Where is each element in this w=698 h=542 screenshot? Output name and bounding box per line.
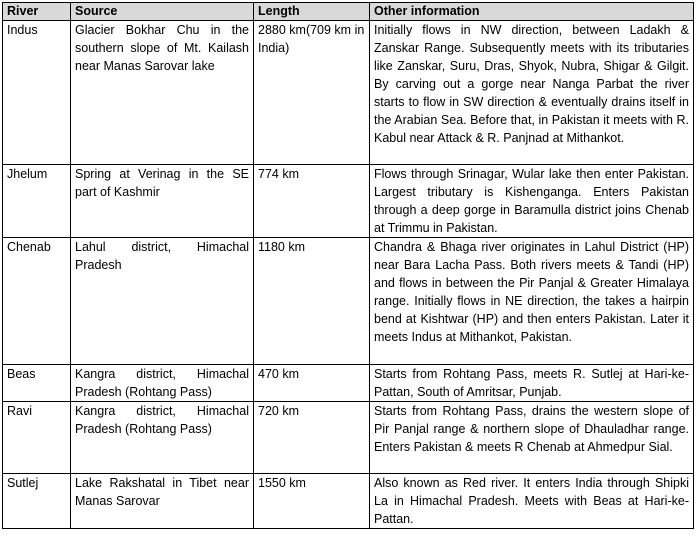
header-river: River (3, 3, 71, 21)
table-row (3, 402, 694, 474)
river-source: Glacier Bokhar Chu in the southern slope of Mt. Kailash near Manas Sarovar lake (71, 21, 254, 165)
river-length: 2880 km(709 km in India) (254, 21, 370, 165)
header-source: Source (71, 3, 254, 21)
river-info: Starts from Rohtang Pass, meets R. Sutlej at Hari-ke-Pattan, South of Amritsar, Punjab. (370, 365, 694, 402)
river-name: Indus (3, 21, 71, 165)
table-row (3, 165, 694, 238)
river-info: Chandra & Bhaga river originates in Lahul District (HP) near Bara Lacha Pass. Both rivers meets & Tandi (HP) and flows in between the Pir Panjal & Greater Himalaya range. Initially flows in NE direction, the takes a hairpin bend at Kishtwar (HP) and then enters Pakistan. Later it meets Indus at Mithankot, Pakistan. (370, 238, 694, 365)
river-name: Chenab (3, 238, 71, 365)
river-length: 720 km (254, 402, 370, 474)
river-source: Kangra district, Himachal Pradesh (Rohtang Pass) (71, 402, 254, 474)
table-row (3, 21, 694, 165)
table-row (3, 474, 694, 529)
header-length: Length (254, 3, 370, 21)
river-length: 774 km (254, 165, 370, 238)
rivers-table (2, 2, 694, 529)
river-length: 470 km (254, 365, 370, 402)
river-length: 1180 km (254, 238, 370, 365)
table-row (3, 238, 694, 365)
river-info: Initially flows in NW direction, between Ladakh & Zanskar Range. Subsequently meets with its tributaries like Zanskar, Suru, Dras, Shyok, Nubra, Shigar & Gilgit. By carving out a gorge near Nanga Parbat the river starts to flow in SW direction & eventually drains itself in the Arabian Sea. Before that, in Pakistan it meets with R. Kabul near Attack & R. Panjnad at Mithankot. (370, 21, 694, 165)
river-name: Sutlej (3, 474, 71, 529)
header-other-information: Other information (370, 3, 694, 21)
river-info: Also known as Red river. It enters India through Shipki La in Himachal Pradesh. Meets with Beas at Hari-ke-Pattan. (370, 474, 694, 529)
river-source: Lahul district, Himachal Pradesh (71, 238, 254, 365)
river-info: Starts from Rohtang Pass, drains the western slope of Pir Panjal range & northern slope of Dhauladhar range. Enters Pakistan & meets R Chenab at Ahmedpur Sial. (370, 402, 694, 474)
river-name: Beas (3, 365, 71, 402)
river-name: Jhelum (3, 165, 71, 238)
header-row (3, 3, 694, 21)
river-info: Flows through Srinagar, Wular lake then enter Pakistan. Largest tributary is Kishenganga. Enters Pakistan through a deep gorge in Baramulla district joins Chenab at Trimmu in Pakistan. (370, 165, 694, 238)
river-source: Lake Rakshatal in Tibet near Manas Sarovar (71, 474, 254, 529)
table-row (3, 365, 694, 402)
river-source: Spring at Verinag in the SE part of Kashmir (71, 165, 254, 238)
river-source: Kangra district, Himachal Pradesh (Rohtang Pass) (71, 365, 254, 402)
river-name: Ravi (3, 402, 71, 474)
river-length: 1550 km (254, 474, 370, 529)
